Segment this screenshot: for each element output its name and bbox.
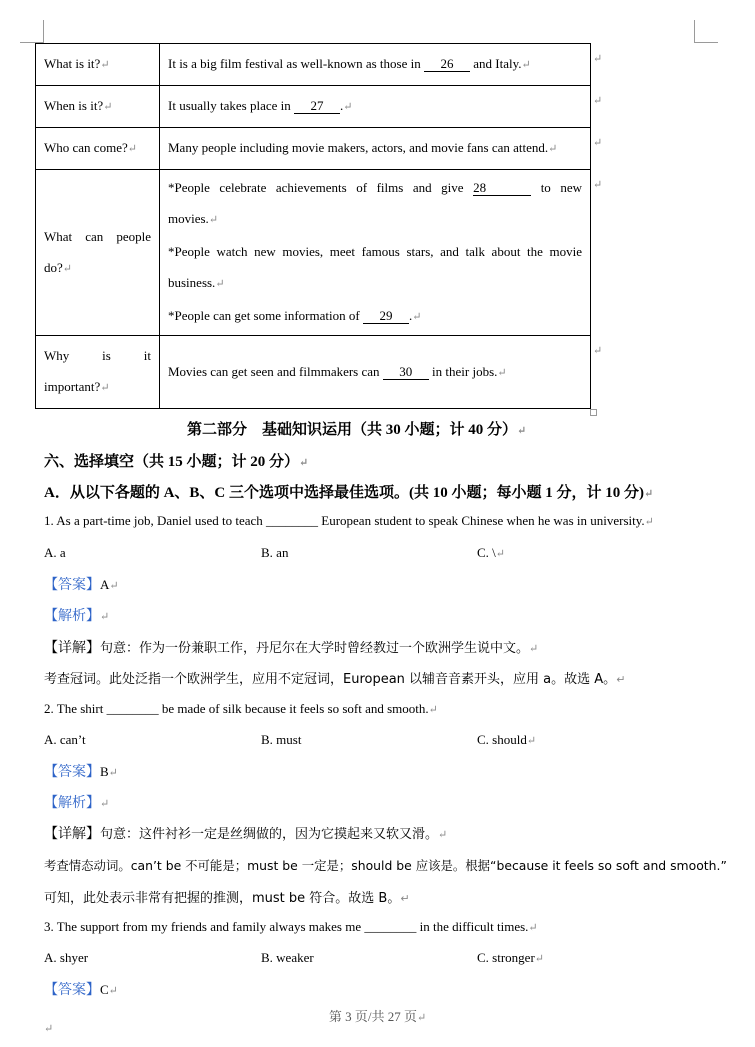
row-question: When is it? bbox=[44, 98, 104, 113]
analysis-line: 【解析】↵ bbox=[44, 609, 110, 624]
question-stem: 1. As a part-time job, Daniel used to teach ________ European student to speak Chinese when he was in university.↵ bbox=[44, 513, 654, 528]
table-row: Why is it important?↵ Movies can get seen and filmmakers can 30 in their jobs.↵ bbox=[36, 336, 591, 409]
activity-line: *People celebrate achievements of films and give bbox=[168, 180, 464, 195]
blank-26: 26 bbox=[424, 57, 470, 72]
paragraph-mark: ↵ bbox=[593, 95, 603, 107]
crop-mark bbox=[43, 20, 44, 43]
row-question: Who can come? bbox=[44, 140, 128, 155]
paragraph-mark: ↵ bbox=[593, 179, 603, 191]
option-b: B. must bbox=[261, 732, 302, 747]
activity-line: *People can get some information of bbox=[168, 308, 360, 323]
activity-line: movies. bbox=[168, 211, 209, 226]
question-stem: 3. The support from my friends and family always makes me ________ in the difficult times.↵ bbox=[44, 919, 538, 934]
row-answer: It usually takes place in bbox=[168, 98, 291, 113]
activity-line-end: . bbox=[408, 308, 413, 323]
part2-title: 第二部分 基础知识运用（共 30 小题；计 40 分）↵ bbox=[187, 422, 527, 438]
blank-29: 29 bbox=[363, 309, 409, 324]
festival-info-table bbox=[35, 43, 591, 409]
crop-mark bbox=[694, 20, 695, 43]
option-a: A. a bbox=[44, 545, 66, 560]
paragraph-mark: ↵ bbox=[593, 345, 603, 357]
question-stem: 2. The shirt ________ be made of silk because it feels so soft and smooth.↵ bbox=[44, 701, 438, 716]
option-b: B. an bbox=[261, 545, 289, 560]
row-answer-end: in their jobs. bbox=[432, 363, 498, 379]
detail-line: 【详解】句意：这件衬衫一定是丝绸做的，因为它摸起来又软又滑。↵ bbox=[44, 827, 448, 842]
table-row: What is it?↵ It is a big film festival as well-known as those in 26 and Italy.↵ bbox=[36, 44, 591, 86]
row-question: What is it? bbox=[44, 56, 101, 71]
row-answer: It is a big film festival as well-known as those in bbox=[168, 56, 421, 71]
row-answer-end: . bbox=[340, 98, 344, 113]
table-resize-handle[interactable] bbox=[590, 409, 597, 416]
row-answer: Many people including movie makers, actors, and movie fans can attend. bbox=[168, 140, 549, 155]
sectionA-title: A．从以下各题的 A、B、C 三个选项中选择最佳选项。(共 10 小题；每小题 1 分，计 10 分)↵ bbox=[44, 485, 654, 501]
activity-line: *People watch new movies, meet famous stars, and talk about the movie bbox=[168, 244, 582, 259]
option-b: B. weaker bbox=[261, 950, 314, 965]
blank-30: 30 bbox=[383, 365, 429, 380]
row-question: Why is it bbox=[44, 348, 151, 363]
option-a: A. can’t bbox=[44, 732, 86, 747]
option-c: C. \↵ bbox=[477, 545, 506, 560]
detail-line: 【详解】句意：作为一份兼职工作，丹尼尔在大学时曾经教过一个欧洲学生说中文。↵ bbox=[44, 641, 539, 656]
table-row: What can people do?↵ *People celebrate achievements of films and give 28 to new movies.↵ *People watch new movies, meet famous stars, and talk about the movie business.↵ *People can get some information of 29 .↵ bbox=[36, 170, 591, 336]
analysis-line: 【解析】↵ bbox=[44, 796, 110, 811]
answer-line: 【答案】C↵ bbox=[44, 982, 118, 998]
blank-27: 27 bbox=[294, 99, 340, 114]
paragraph-mark: ↵ bbox=[593, 137, 603, 149]
table-row: When is it?↵ It usually takes place in 27 .↵ bbox=[36, 86, 591, 128]
table-row: Who can come?↵ Many people including movie makers, actors, and movie fans can attend.↵ bbox=[36, 128, 591, 170]
row-answer: Movies can get seen and filmmakers can bbox=[168, 363, 380, 379]
row-question-cont: important? bbox=[44, 379, 101, 394]
answer-line: 【答案】A↵ bbox=[44, 577, 119, 593]
paragraph-mark: ↵ bbox=[44, 1023, 54, 1035]
explain-line: 可知，此处表示非常有把握的推测，must be 符合。故选 B。↵ bbox=[44, 891, 410, 906]
option-a: A. shyer bbox=[44, 950, 89, 965]
row-question-cont: do? bbox=[44, 259, 63, 275]
explain-line: 考查冠词。此处泛指一个欧洲学生，应用不定冠词，European 以辅音音素开头，应用 a。故选 A。↵ bbox=[44, 672, 626, 687]
explain-line: 考查情态动词。can’t be 不可能是；must be 一定是；should be 应该是。根据“because it feels so soft and smooth.” bbox=[44, 858, 727, 873]
page-footer: 第 3 页/共 27 页↵ bbox=[328, 1009, 427, 1024]
row-question: What can people bbox=[44, 228, 151, 244]
crop-mark bbox=[694, 42, 718, 43]
activity-line-end: to new bbox=[540, 180, 583, 195]
option-c: C. should↵ bbox=[477, 732, 537, 747]
section6-title: 六、选择填空（共 15 小题；计 20 分）↵ bbox=[44, 454, 309, 470]
row-answer-end: and Italy. bbox=[473, 56, 522, 71]
blank-28: 28 bbox=[473, 181, 531, 196]
answer-line: 【答案】B↵ bbox=[44, 764, 118, 780]
activity-line: business. bbox=[168, 275, 216, 290]
paragraph-mark: ↵ bbox=[593, 53, 603, 65]
option-c: C. stronger↵ bbox=[477, 950, 544, 965]
